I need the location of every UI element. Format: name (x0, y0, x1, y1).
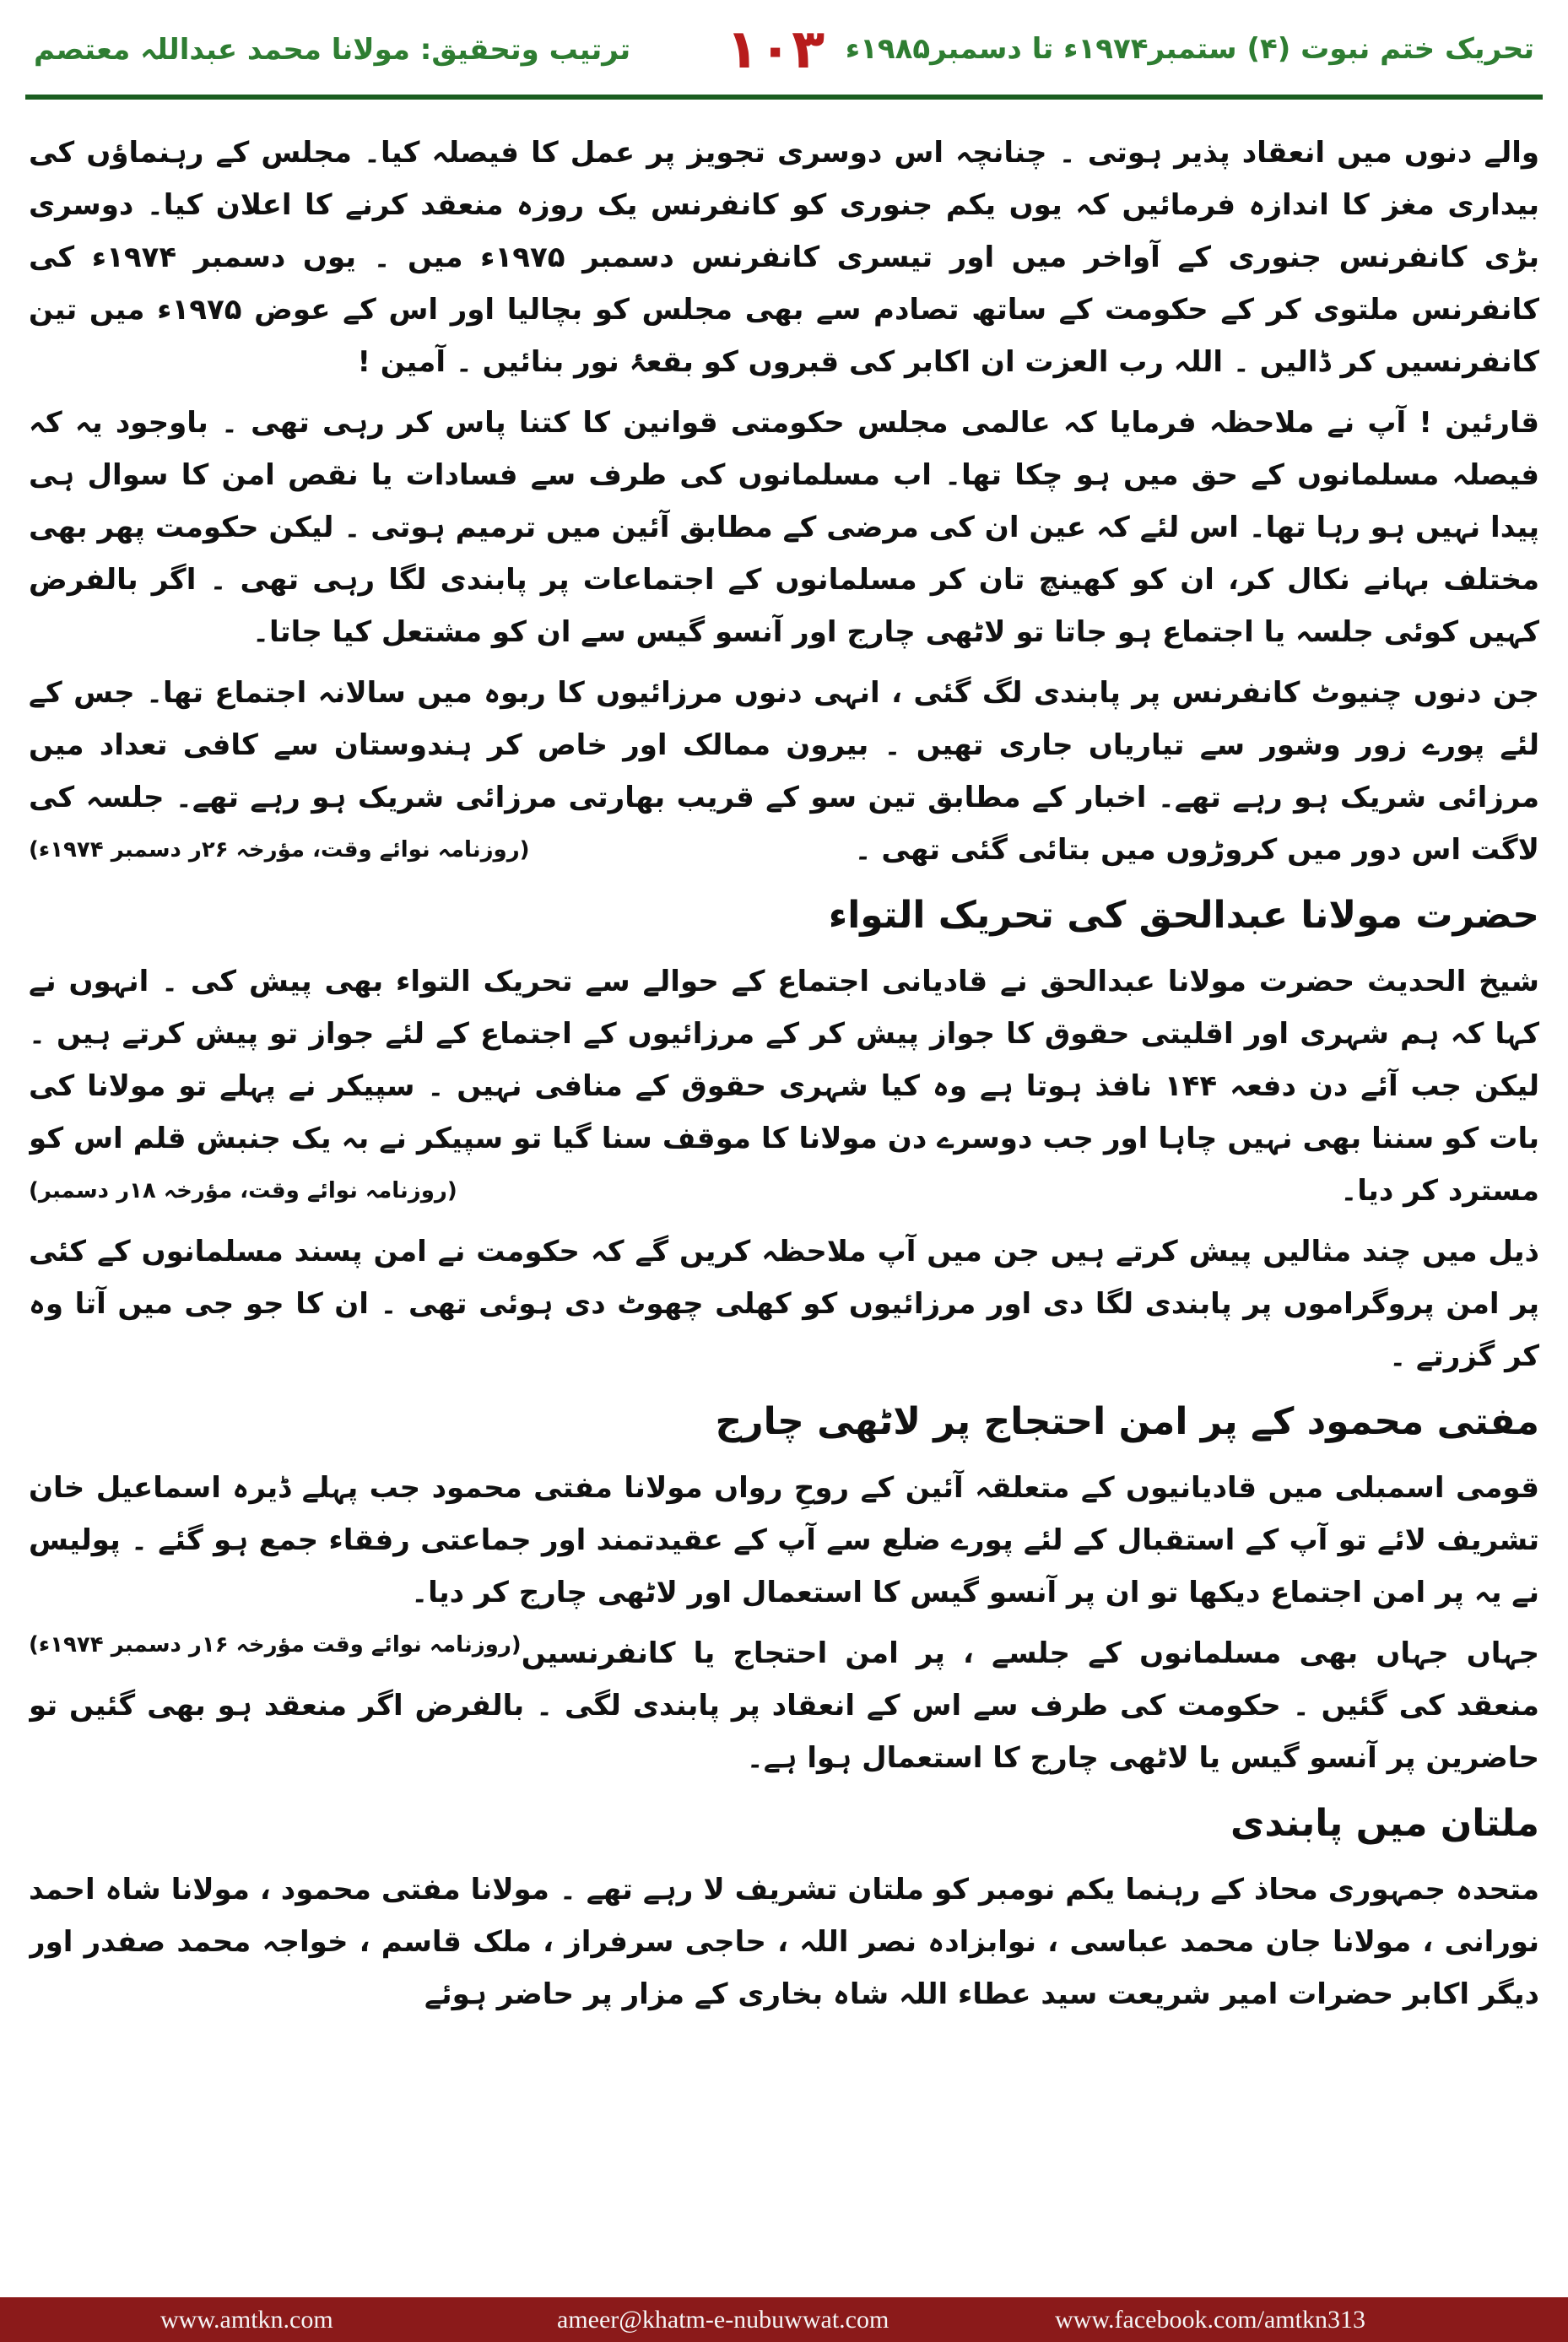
page-header (0, 0, 1568, 101)
paragraph: جن دنوں چنیوٹ کانفرنس پر پابندی لگ گئی ، انہی دنوں مرزائیوں کا ربوہ میں سالانہ اجتماع تھا۔ جس کے لئے پورے زور وشور سے تیاریاں جاری تھیں ۔ بیرون ممالک اور خاص کر ہندوستان سے کافی تعداد میں مرزائی شریک ہو رہے تھے۔ اخبار کے مطابق تین سو کے قریب بھارتی مرزائی شریک ہو رہے تھے۔ جلسہ کی لاگت اس دور میں کروڑوں میں بتائی گئی تھی ۔ (روزنامہ نوائے وقت، مؤرخہ ۲۶ر دسمبر ۱۹۷۴ء) (29, 667, 1539, 876)
paragraph: شیخ الحدیث حضرت مولانا عبدالحق نے قادیانی اجتماع کے حوالے سے تحریک التواء بھی پیش کی ۔ انہوں نے کہا کہ ہم شہری اور اقلیتی حقوق کا جواز پیش کر کے مرزائیوں کے اجتماع کے لئے جواز تو پیش کرتے ہیں ۔ لیکن جب آئے دن دفعہ ۱۴۴ نافذ ہوتا ہے وہ کیا شہری حقوق کے منافی نہیں ۔ سپیکر نے پہلے تو مولانا کی بات کو سننا بھی نہیں چاہا اور جب دوسرے دن مولانا کا موقف سنا گیا تو سپیکر نے بہ یک جنبش قلم اس کو مسترد کر دیا۔ (روزنامہ نوائے وقت، مؤرخہ ۱۸ر دسمبر) (29, 955, 1539, 1217)
compiler-credit: ترتیب وتحقیق: مولانا محمد عبداللہ معتصم (34, 33, 631, 67)
paragraph: متحدہ جمہوری محاذ کے رہنما یکم نومبر کو ملتان تشریف لا رہے تھے ۔ مولانا مفتی محمود ، مولانا شاہ احمد نورانی ، مولانا جان محمد عباسی ، نوابزادہ نصر اللہ ، حاجی سرفراز ، ملک قاسم ، خواجہ محمد صفدر اور دیگر اکابر حضرات امیر شریعت سید عطاء اللہ شاہ بخاری کے مزار پر حاضر ہوئے (29, 1873, 1539, 2011)
paragraph: ذیل میں چند مثالیں پیش کرتے ہیں جن میں آپ ملاحظہ کریں گے کہ حکومت نے امن پسند مسلمانوں کے کئی پر امن پروگراموں پر پابندی لگا دی اور مرزائیوں کو کھلی چھوٹ دی ہوئی تھی ۔ ان کا جو جی میں آتا وہ کر گزرتے ۔ (29, 1235, 1539, 1373)
paragraph: قارئین ! آپ نے ملاحظہ فرمایا کہ عالمی مجلس حکومتی قوانین کا کتنا پاس کر رہی تھی ۔ باوجود یہ کہ فیصلہ مسلمانوں کے حق میں ہو چکا تھا۔ اب مسلمانوں کی طرف سے فسادات یا نقص امن کا سوال ہی پیدا نہیں ہو رہا تھا۔ اس لئے کہ عین ان کی مرضی کے مطابق آئین میں ترمیم ہوتی ۔ لیکن حکومت پھر بھی مختلف بہانے نکال کر، ان کو کھینچ تان کر مسلمانوں کے اجتماعات پر پابندی لگا رہی تھی ۔ اگر بالفرض کہیں کوئی جلسہ یا اجتماع ہو جاتا تو لاٹھی چارج اور آنسو گیس سے ان کو مشتعل کیا جاتا۔ (29, 406, 1539, 649)
facebook-link[interactable]: www.facebook.com/amtkn313 (1055, 2306, 1365, 2334)
header-divider (25, 95, 1543, 100)
section-heading: ملتان میں پابندی (1230, 1802, 1539, 1845)
page-number: ۱۰۳ (726, 19, 825, 81)
paragraph: قومی اسمبلی میں قادیانیوں کے متعلقہ آئین کے روحِ رواں مولانا مفتی محمود جب پہلے ڈیرہ اسماعیل خان تشریف لائے تو آپ کے استقبال کے لئے پورے ضلع سے آپ کے عقیدتمند اور جماعتی رفقاء جمع ہو گئے ۔ پولیس نے یہ پر امن اجتماع دیکھا تو ان پر آنسو گیس کا استعمال اور لاٹھی چارج کر دیا۔ (روزنامہ نوائے وقت مؤرخہ ۱۶ر دسمبر ۱۹۷۴ء) (29, 1462, 1539, 1619)
section-heading: مفتی محمود کے پر امن احتجاج پر لاٹھی چارج (715, 1400, 1539, 1443)
series-title: تحریک ختم نبوت (۴) ستمبر۱۹۷۴ء تا دسمبر۱۹۸۵ء (845, 32, 1534, 66)
citation: (روزنامہ نوائے وقت، مؤرخہ ۲۶ر دسمبر ۱۹۷۴ء) (29, 837, 530, 863)
paragraph: جہاں جہاں بھی مسلمانوں کے جلسے ، پر امن احتجاج یا کانفرنسیں منعقد کی گئیں ۔ حکومت کی طرف سے اس کے انعقاد پر پابندی لگی ۔ بالفرض اگر منعقد ہو بھی گئیں تو حاضرین پر آنسو گیس یا لاٹھی چارج کا استعمال ہوا ہے۔ (29, 1636, 1539, 1775)
page-footer (0, 2297, 1568, 2342)
section-heading: حضرت مولانا عبدالحق کی تحریک التواء (828, 894, 1539, 937)
citation: (روزنامہ نوائے وقت مؤرخہ ۱۶ر دسمبر ۱۹۷۴ء) (29, 1632, 522, 1658)
email-link[interactable]: ameer@khatm-e-nubuwwat.com (557, 2306, 889, 2334)
page-body (29, 127, 1539, 2296)
paragraph: والے دنوں میں انعقاد پذیر ہوتی ۔ چنانچہ اس دوسری تجویز پر عمل کا فیصلہ کیا۔ مجلس کے رہنماؤں کی بیداری مغز کا اندازہ فرمائیں کہ یوں یکم جنوری کو کانفرنس یک روزہ منعقد کرنے کا اعلان کیا۔ دوسری بڑی کانفرنس جنوری کے آواخر میں اور تیسری کانفرنس دسمبر ۱۹۷۵ء میں ۔ یوں دسمبر ۱۹۷۴ء کی کانفرنس ملتوی کر کے حکومت کے ساتھ تصادم سے بھی مجلس کو بچالیا اور اس کے عوض ۱۹۷۵ء میں تین کانفرنسیں کر ڈالیں ۔ اللہ رب العزت ان اکابر کی قبروں کو بقعۂ نور بنائیں ۔ آمین ! (29, 136, 1539, 379)
website-link[interactable]: www.amtkn.com (160, 2306, 333, 2334)
citation: (روزنامہ نوائے وقت، مؤرخہ ۱۸ر دسمبر) (29, 1178, 457, 1203)
